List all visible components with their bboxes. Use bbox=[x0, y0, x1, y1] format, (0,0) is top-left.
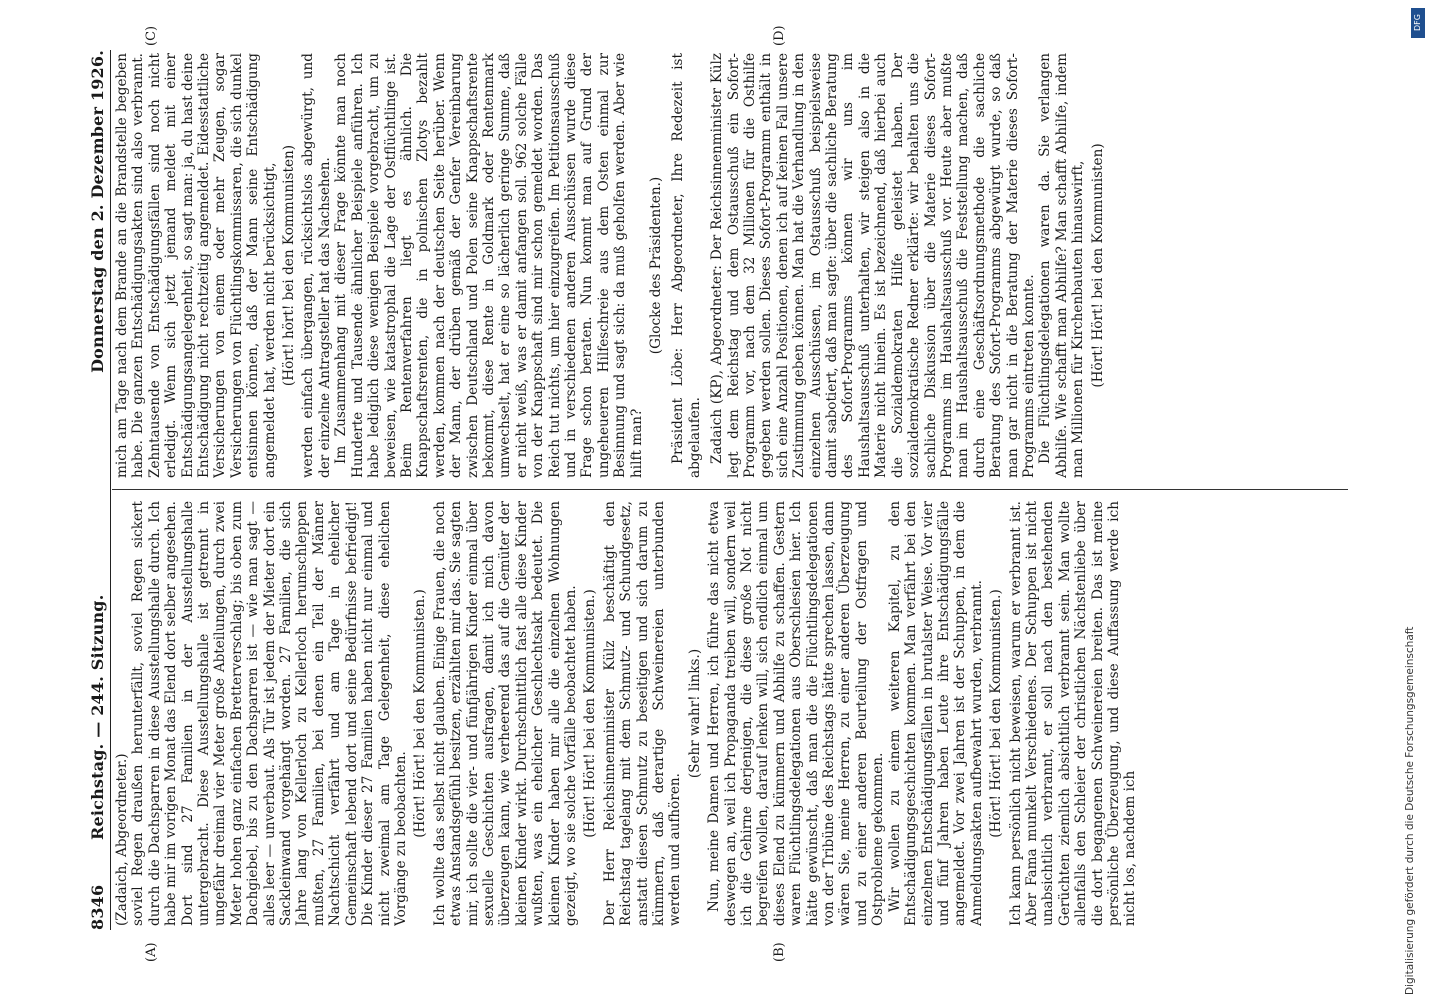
left-column bbox=[114, 501, 1344, 926]
left_column-paragraph: (Zadaich, Abgeordneter.) bbox=[114, 753, 130, 926]
digitization-note: Digitalisierung gefördert durch die Deutsche Forschungsgemeinschaft bbox=[1404, 626, 1416, 995]
right_column-paragraph: (Hört! Hört! bei den Kommunisten) bbox=[1089, 143, 1106, 388]
dfg-logo-icon: DFG bbox=[1411, 8, 1425, 38]
right-column bbox=[114, 53, 1344, 478]
margin-marker-b: (B) bbox=[772, 942, 787, 962]
margin-marker-c: (C) bbox=[144, 25, 159, 46]
header-session: Reichstag. — 244. Sitzung. bbox=[88, 594, 107, 840]
left_column-paragraph: Der Herr Reichsinnenminister Külz beschäftigt den Reichstag tagelang mit dem Schmutz- und Schundgesetz, anstatt diesen Schmutz zu beseitigen und sich darum zu kümmern, daß derartige Schweinereien unterbunden werden und aufhören. bbox=[601, 501, 684, 926]
right_column-paragraph: mich am Tage nach dem Brande an die Brandstelle begeben habe. Die ganzen Entschädigungsakten sind also verbrannt. Zehntausende von Entschädigungsfällen sind noch nicht erledigt. Wenn sich jetzt jemand meldet mit einer Entschädigungsangelegenheit, so sagt man: ja, du hast deine Entschädigung nicht rechtzeitig angemeldet. Eidesstattliche Versicherungen von einem oder mehr Zeugen, sogar Versicherungen von Flüchtlingskommissaren, die sich dunkel entsinnen können, daß der Mann seine Entschädigung angemeldet hat, werden nicht berücksichtigt, bbox=[114, 53, 278, 478]
left_column-paragraph: (Hört! Hört! bei den Kommunisten.) bbox=[412, 589, 429, 838]
right_column-paragraph: (Glocke des Präsidenten.) bbox=[648, 176, 664, 355]
margin-marker-a: (A) bbox=[144, 942, 159, 962]
document-page bbox=[88, 25, 1348, 962]
right_column-paragraph: (Hört! hört! bei den Kommunisten) bbox=[281, 144, 298, 387]
page-number: 8346 bbox=[88, 884, 107, 930]
right_column-paragraph: Präsident Löbe: Herr Abgeordneter, Ihre Redezeit ist abgelaufen. bbox=[670, 53, 703, 478]
right_column-paragraph: Im Zusammenhang mit dieser Frage könnte man noch Hunderte und Tausende ähnlicher Beispiele anführen. Ich habe lediglich diese wenigen Beispiele vorgebracht, um zu beweisen, wie katastrophal die Lage der Ostflüchtlinge ist. Beim Rentenverfahren liegt es ähnlich. Die Knappschaftsrenten, die in polnischen Zlotys bezahlt werden, kommen nach der deutschen Seite herüber. Wenn der Mann, der drüben gemäß der Genfer Vereinbarung zwischen Deutschland und Polen seine Knappschaftsrente bekommt, diese Rente in Goldmark oder Rentenmark umwechselt, hat er eine so lächerlich geringe Summe, daß er nicht weiß, was er damit anfangen soll. 962 solche Fälle von der Knappschaft sind mir schon gemeldet worden. Das Reich tut nichts, um hier einzugreifen. Im Petitionsausschuß und in verschiedenen anderen Ausschüssen wurde diese Frage schon beraten. Nun kommt man auf Grund der ungeheueren Hilfeschreie aus dem Osten einmal zur Besinnung und sagt sich: da muß geholfen werden. Aber wie hilft man? bbox=[333, 53, 645, 478]
right_column-paragraph: werden einfach übergangen, rücksichtslos abgewürgt, und der einzelne Antragsteller hat das Nachsehen. bbox=[300, 53, 333, 478]
left_column-paragraph: (Sehr wahr! links.) bbox=[686, 648, 703, 779]
header-rule bbox=[110, 50, 111, 930]
left_column-paragraph: (Hört! Hört! bei den Kommunisten.) bbox=[988, 589, 1005, 838]
margin-marker-d: (D) bbox=[772, 25, 787, 46]
left_column-paragraph: Ich kann persönlich nicht beweisen, warum er verbrannt ist. Aber Fama munkelt Verschiedenes. Der Schuppen ist nicht unabsichtlich verbrannt, er soll nach den bestehenden Gerüchten ziemlich absichtlich verbrannt sein. Man wollte allenfalls den Schleier der christlichen Nächstenliebe über die dort begangenen Schweinereien breiten. Das ist meine persönliche Überzeugung, und diese Auffassung werde ich nicht los, nachdem ich bbox=[1007, 501, 1139, 926]
left_column-paragraph: soviel Regen draußen herunterfällt, soviel Regen sickert durch die Dachsparren in diese Ausstellungshalle durch. Ich habe mir im vorigen Monat das Elend dort selber angesehen. Dort sind 27 Familien in der Ausstellungshalle untergebracht. Diese Ausstellungshalle ist getrennt in ungefähr dreimal vier Meter große Abteilungen, durch zwei Meter hohen ganz einfachen Bretterverschlag; bis oben zum Dachgiebel, bis zu den Dachsparren ist — wie man sagt — alles leer — unverbaut. Als Tür ist jedem der Mieter dort ein Sackleinwand vorgehängt worden. 27 Familien, die sich Jahre lang von Kellerloch zu Kellerloch herumschleppen mußten, 27 Familien, bei denen ein Teil der Männer Nachtschicht verfährt und am Tage in ehelicher Gemeinschaft lebend dort und seine Bedürfnisse befriedigt! Die Kinder dieser 27 Familien haben nicht nur einmal und nicht zweimal am Tage Gelegenheit, diese ehelichen Vorgänge zu beobachten. bbox=[130, 501, 409, 926]
left_column-paragraph: Nun, meine Damen und Herren, ich führe das nicht etwa deswegen an, weil ich Propaganda treiben will, sondern weil ich die Gehirne derjenigen, die diese große Not nicht begreifen wollen, darauf lenken will, sich endlich einmal um dieses Elend zu kümmern und Abhilfe zu schaffen. Gestern waren Flüchtlingsdelegationen aus Oberschlesien hier. Ich hätte gewünscht, daß man die die Flüchtlingsdelegationen von der Tribüne des Reichstags hätte sprechen lassen, dann wären Sie, meine Herren, zu einer anderen Überzeugung und zu einer anderen Beurteilung der Ostfragen und Ostprobleme gekommen. bbox=[706, 501, 887, 926]
left_column-paragraph: Wir wollen zu einem weiteren Kapitel, zu den Entschädigungsgeschichten kommen. Man verfährt bei den einzelnen Entschädigungsfällen in brutalster Weise. Vor vier und fünf Jahren haben Leute ihre Entschädigungsfälle angemeldet. Vor zwei Jahren ist der Schuppen, in dem die Anmeldungsakten aufbewahrt wurden, verbrannt. bbox=[886, 501, 985, 926]
header-date: Donnerstag den 2. Dezember 1926. bbox=[88, 50, 107, 373]
right_column-paragraph: Die Flüchtlingsdelegationen waren da. Sie verlangen Abhilfe. Wie schafft man Abhilfe? Man schafft Abhilfe, indem man Millionen für Kirchenbauten hinauswirft, bbox=[1037, 53, 1087, 478]
page-header bbox=[88, 50, 110, 930]
left_column-paragraph: (Hört! Hört! bei den Kommunisten.) bbox=[582, 589, 599, 838]
left_column-paragraph: Ich wollte das selbst nicht glauben. Einige Frauen, die noch etwas Anstandsgefühl besitzen, erzählten mir das. Sie sagten mir, ich sollte die vier- und fünfjährigen Kinder einmal über sexuelle Geschichten ausfragen, damit ich mich davon überzeugen kann, wie verheerend das auf die Gemüter der kleinen Kinder wirkt. Durchschnittlich fast alle diese Kinder wußten, was ein ehelicher Geschlechtsakt bedeutet. Die kleinen Kinder haben mir alle die einzelnen Wohnungen gezeigt, wo sie solche Vorfälle beobachtet haben. bbox=[431, 501, 579, 926]
column-divider bbox=[112, 489, 1348, 490]
right_column-paragraph: Zadaich (KP), Abgeordneter: Der Reichsinnenminister Külz legt dem Reichstag und dem Ostausschuß ein Sofort-Programm vor, nach dem 32 Millionen für die Osthilfe gegeben werden sollen. Dieses Sofort-Programm enthält in sich eine Anzahl Positionen, denen ich auf keinen Fall unsere Zustimmung geben können. Man hat die Verhandlung in den einzelnen Ausschüssen, im Ostausschuß beispielsweise damit sabotiert, daß man sagte: über die sachliche Beratung des Sofort-Programms können wir uns im Haushaltsausschuß unterhalten, wir steigen also in die Materie nicht hinein. Es ist bezeichnend, daß hierbei auch die Sozialdemokraten Hilfe geleistet haben. Der sozialdemokratische Redner erklärte: wir behalten uns die sachliche Diskussion über die Materie dieses Sofort-Programms im Haushaltsausschuß vor. Heute aber mußte man im Haushaltsausschuß die Feststellung machen, daß durch eine Geschäftsordnungsmethode die sachliche Beratung des Sofort-Programms abgewürgt wurde, so daß man gar nicht in die Beratung der Materie dieses Sofort-Programms eintreten konnte. bbox=[709, 53, 1037, 478]
